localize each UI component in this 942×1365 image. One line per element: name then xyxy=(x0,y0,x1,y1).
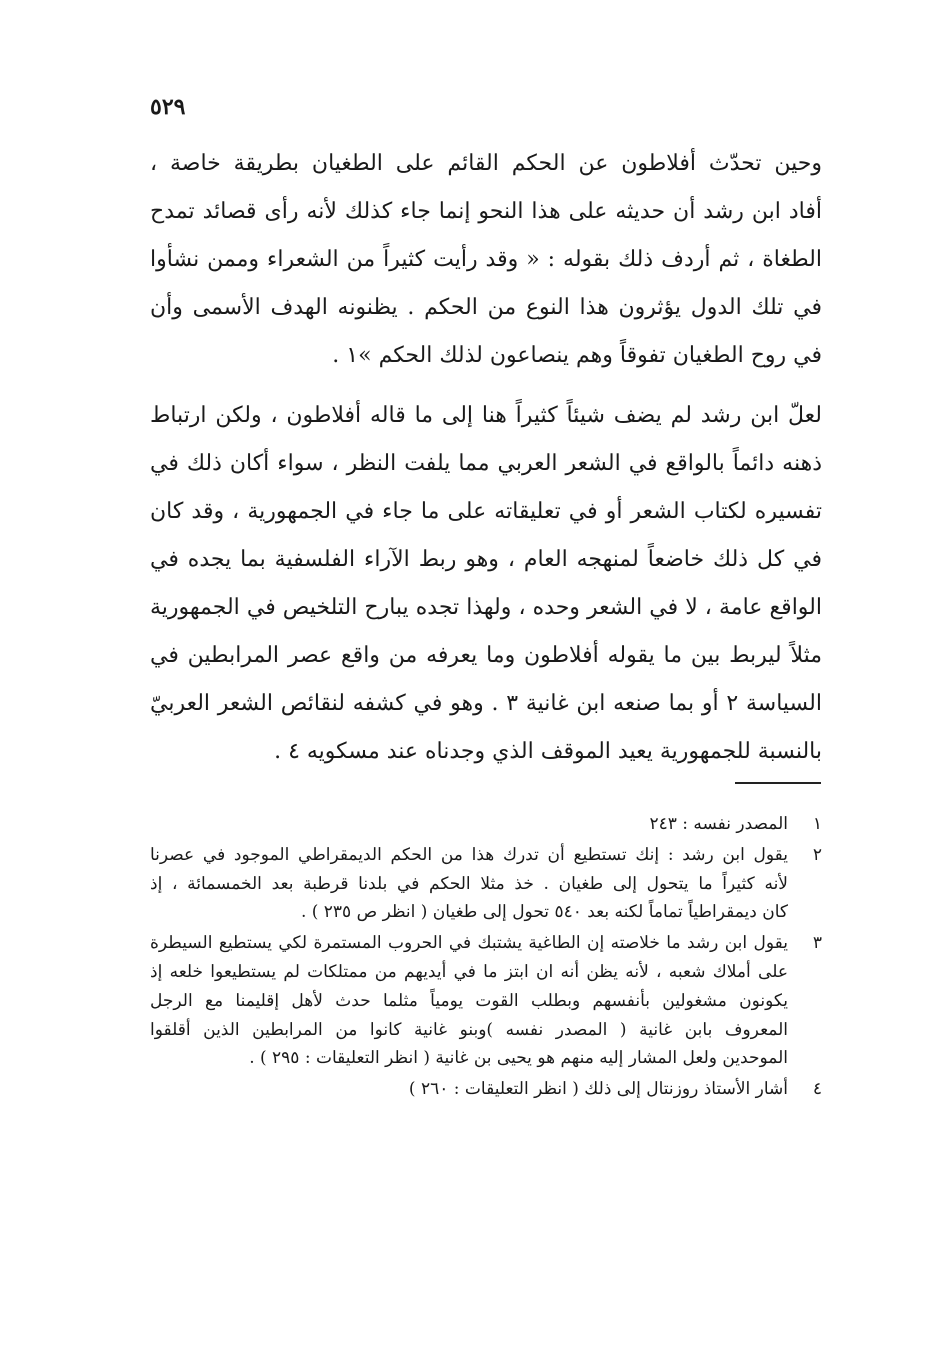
text-line: الواقع عامة ، لا في الشعر وحده ، ولهذا تجده يبارح التلخيص في الجمهورية xyxy=(150,595,822,620)
footnote-line: المعروف بابن غانية ( المصدر نفسه )وبنو غانية كانوا من المرابطين الذين أقلقوا xyxy=(150,1019,788,1040)
text-line: أفاد ابن رشد أن حديثه على هذا النحو إنما جاء كذلك لأنه رأى قصائد تمدح xyxy=(150,199,822,224)
footnote-line: يقول ابن رشد ما خلاصته إن الطاغية يشتبك في الحروب المستمرة لكي يستطيع السيطرة xyxy=(150,933,788,954)
text-line: تفسيره لكتاب الشعر أو في تعليقاته على ما جاء في الجمهورية ، وقد كان xyxy=(150,499,822,524)
footnote-line: كان ديمقراطياً تماماً لكنه بعد ٥٤٠ تحول إلى طغيان ( انظر ص ٢٣٥ ) . xyxy=(300,902,788,923)
text-line: الطغاة ، ثم أردف ذلك بقوله : « وقد رأيت كثيراً من الشعراء وممن نشأوا xyxy=(150,247,822,272)
footnote-line: لأنه كثيراً ما يتحول إلى طغيان . خذ مثلا الحكم في بلدنا قرطبة بعد الخمسمائة ، إذ xyxy=(150,873,788,894)
footnote-line: الموحدين ولعل المشار إليه منهم هو يحيى بن غانية ( انظر التعليقات : ٢٩٥ ) . xyxy=(249,1048,788,1069)
text-line: السياسة ٢ أو بما صنعه ابن غانية ٣ . وهو في كشفه لنقائص الشعر العربيّ xyxy=(150,691,822,716)
footnote-number: ١ xyxy=(812,814,822,834)
footnote-line: أشار الأستاذ روزنتال إلى ذلك ( انظر التعليقات : ٢٦٠ ) xyxy=(408,1079,788,1100)
body-paragraph-2 xyxy=(150,392,822,776)
footnote xyxy=(150,1075,822,1104)
page-number: ٥٢٩ xyxy=(150,94,186,120)
footnote xyxy=(150,929,822,1073)
text-line: وحين تحدّث أفلاطون عن الحكم القائم على الطغيان بطريقة خاصة ، xyxy=(150,151,822,176)
footnote xyxy=(150,810,822,839)
body-paragraph-1 xyxy=(150,140,822,380)
footnote-line: على أملاك شعبه ، لأنه يظن أنه ان ابتز ما في أيديهم من ممتلكات لم يستطيعوا خلعه إذ xyxy=(150,961,788,982)
text-line: في كل ذلك خاضعاً لمنهجه العام ، وهو ربط الآراء الفلسفية بما يجده في xyxy=(150,547,822,572)
text-line: مثلاً ليربط بين ما يقوله أفلاطون وما يعرفه من واقع عصر المرابطين في xyxy=(150,643,822,668)
footnote-number: ٣ xyxy=(812,933,822,954)
footnote-separator xyxy=(735,782,821,784)
text-line: ذهنه دائماً بالواقع في الشعر العربي مما يلفت النظر ، سواء أكان ذلك في xyxy=(150,451,822,476)
footnote-number: ٤ xyxy=(812,1079,822,1100)
footnotes xyxy=(150,810,822,1106)
footnote-number: ٢ xyxy=(812,844,822,865)
text-line: بالنسبة للجمهورية يعيد الموقف الذي وجدناه عند مسكويه ٤ . xyxy=(274,739,822,764)
footnote xyxy=(150,841,822,927)
footnote-line: المصدر نفسه : ٢٤٣ xyxy=(649,814,788,834)
footnote-line: يكونون مشغولين بأنفسهم وبطلب القوت يومياً مثلما حدث لأهل إقليمنا مع الرجل xyxy=(150,990,788,1011)
text-line: في تلك الدول يؤثرون هذا النوع من الحكم . يظنونه الهدف الأسمى وأن xyxy=(150,295,822,320)
text-line: في روح الطغيان تفوقاً وهم ينصاعون لذلك الحكم »١ . xyxy=(332,343,822,368)
text-line: لعلّ ابن رشد لم يضف شيئاً كثيراً هنا إلى ما قاله أفلاطون ، ولكن ارتباط xyxy=(150,403,822,428)
footnote-line: يقول ابن رشد : إنك تستطيع أن تدرك هذا من الحكم الديمقراطي الموجود في عصرنا xyxy=(150,844,788,865)
